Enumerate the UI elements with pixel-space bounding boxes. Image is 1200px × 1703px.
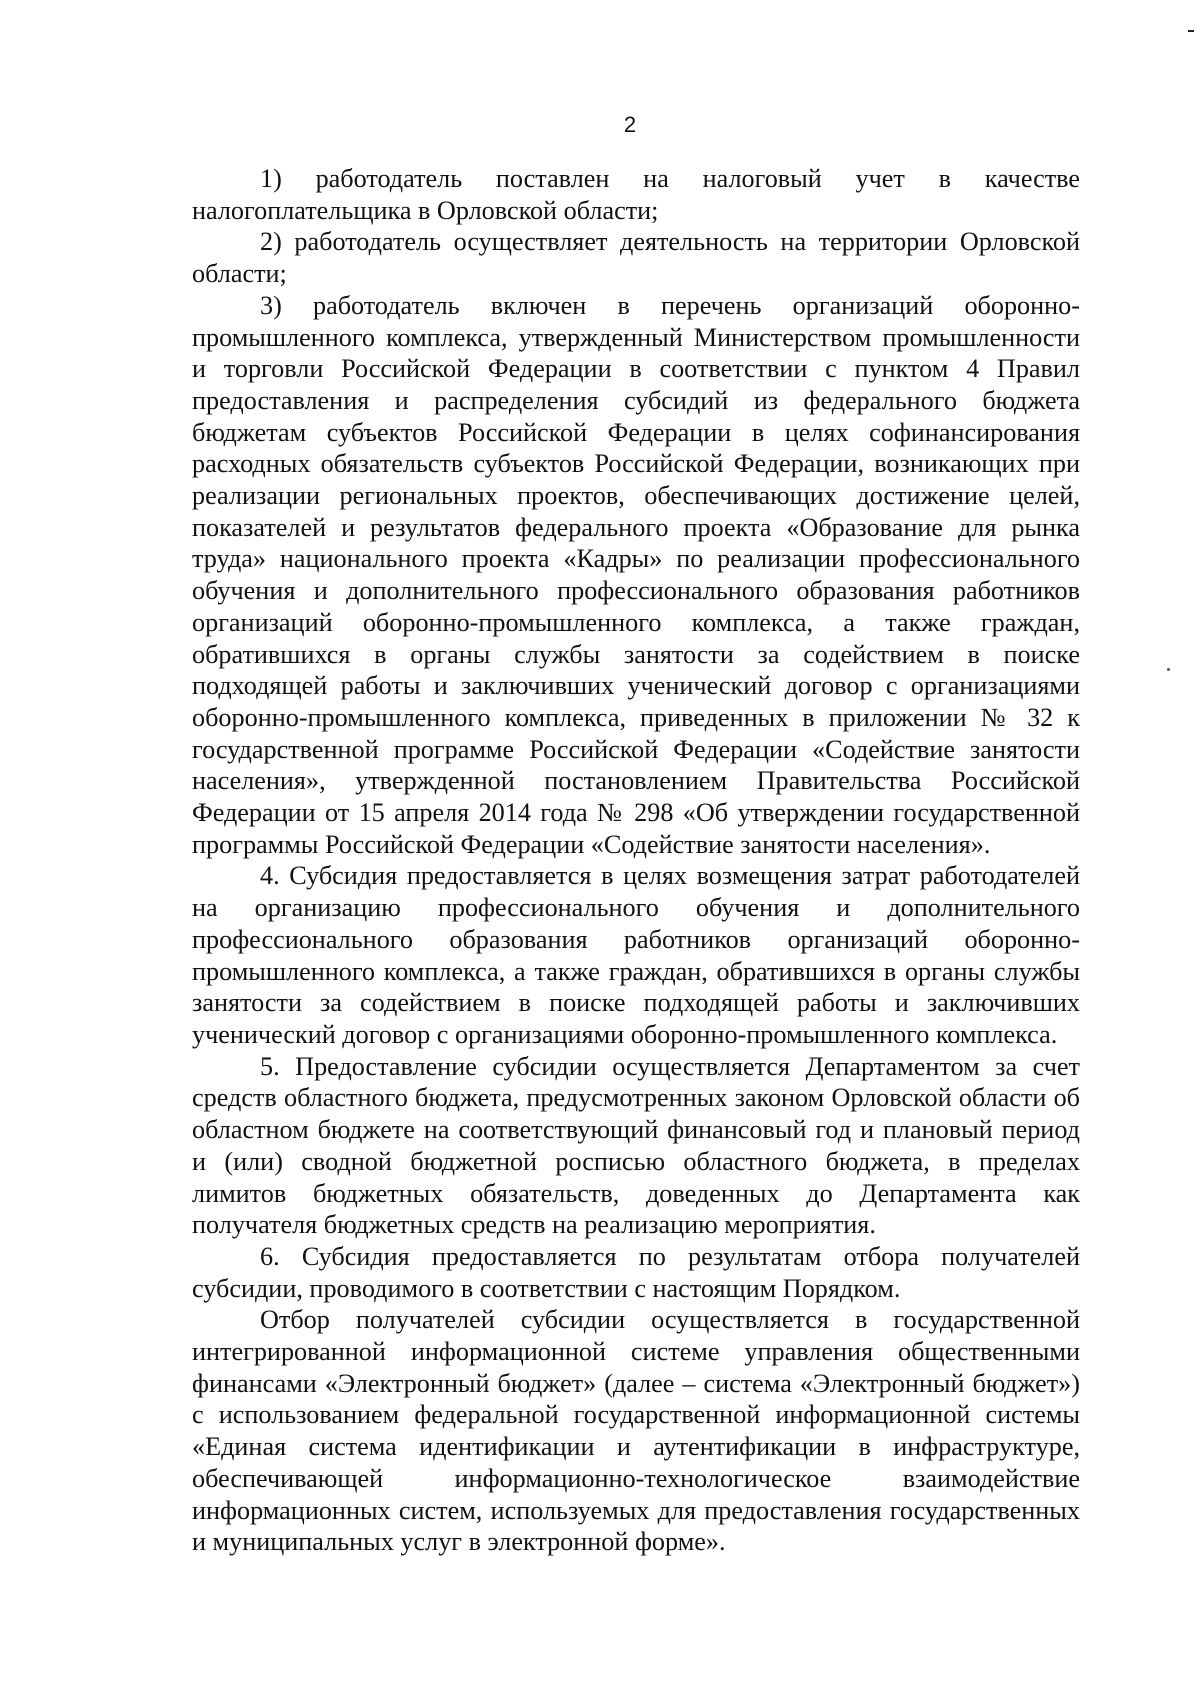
paragraph-condition-1: 1) работодатель поставлен на налоговый учет в качестве налогоплательщика в Орловской области; (192, 164, 1080, 225)
paragraph-condition-3: 3) работодатель включен в перечень организаций оборонно-промышленного комплекса, утвержденный Министерством промышленности и торговли Российской Федерации в соответствии с пунктом 4 Правил предоставления и распределения субсидий из федерального бюджета бюджетам субъектов Российской Федерации в целях софинансирования расходных обязательств субъектов Российской Федерации, возникающих при реализации региональных проектов, обеспечивающих достижение целей, показателей и результатов федерального проекта «Образование для рынка труда» национального проекта «Кадры» по реализации профессионального обучения и дополнительного профессионального образования работников организаций оборонно-промышленного комплекса, а также граждан, обратившихся в органы службы занятости за содействием в поиске подходящей работы и заключивших ученический договор с организациями оборонно-промышленного комплекса, приведенных в приложении № 32 к государственной программе Российской Федерации «Содействие занятости населения», утвержденной постановлением Правительства Российской Федерации от 15 апреля 2014 года № 298 «Об утверждении государственной программы Российской Федерации «Содействие занятости населения». (192, 290, 1080, 859)
paragraph-section-4: 4. Субсидия предоставляется в целях возмещения затрат работодателей на организацию профессионального обучения и дополнительного профессионального образования работников организаций оборонно-промышленного комплекса, а также граждан, обратившихся в органы службы занятости за содействием в поиске подходящей работы и заключивших ученический договор с организациями оборонно-промышленного комплекса. (192, 861, 1080, 1049)
paragraph-condition-2: 2) работодатель осуществляет деятельность на территории Орловской области; (192, 227, 1080, 289)
paragraph-selection-system: Отбор получателей субсидии осуществляется в государственной интегрированной информационной системе управления общественными финансами «Электронный бюджет» (далее – система «Электронный бюджет») с использованием федеральной государственной информационной системы «Единая система идентификации и аутентификации в инфраструктуре, обеспечивающей информационно-технологическое взаимодействие информационных систем, используемых для предоставления государственных и муниципальных услуг в электронной форме». (192, 1305, 1080, 1557)
paragraph-section-5: 5. Предоставление субсидии осуществляется Департаментом за счет средств областного бюджета, предусмотренных законом Орловской области об областном бюджете на соответствующий финансовый год и плановый период и (или) сводной бюджетной росписью областного бюджета, в пределах лимитов бюджетных обязательств, доведенных до Департамента как получателя бюджетных средств на реализацию мероприятия. (192, 1051, 1080, 1240)
document-body (192, 163, 1080, 1558)
paragraph-section-6: 6. Субсидия предоставляется по результатам отбора получателей субсидии, проводимого в соответствии с настоящим Порядком. (192, 1241, 1080, 1303)
scan-speck (1167, 668, 1170, 671)
scan-mark (1188, 30, 1194, 32)
page-number: 2 (623, 112, 637, 137)
